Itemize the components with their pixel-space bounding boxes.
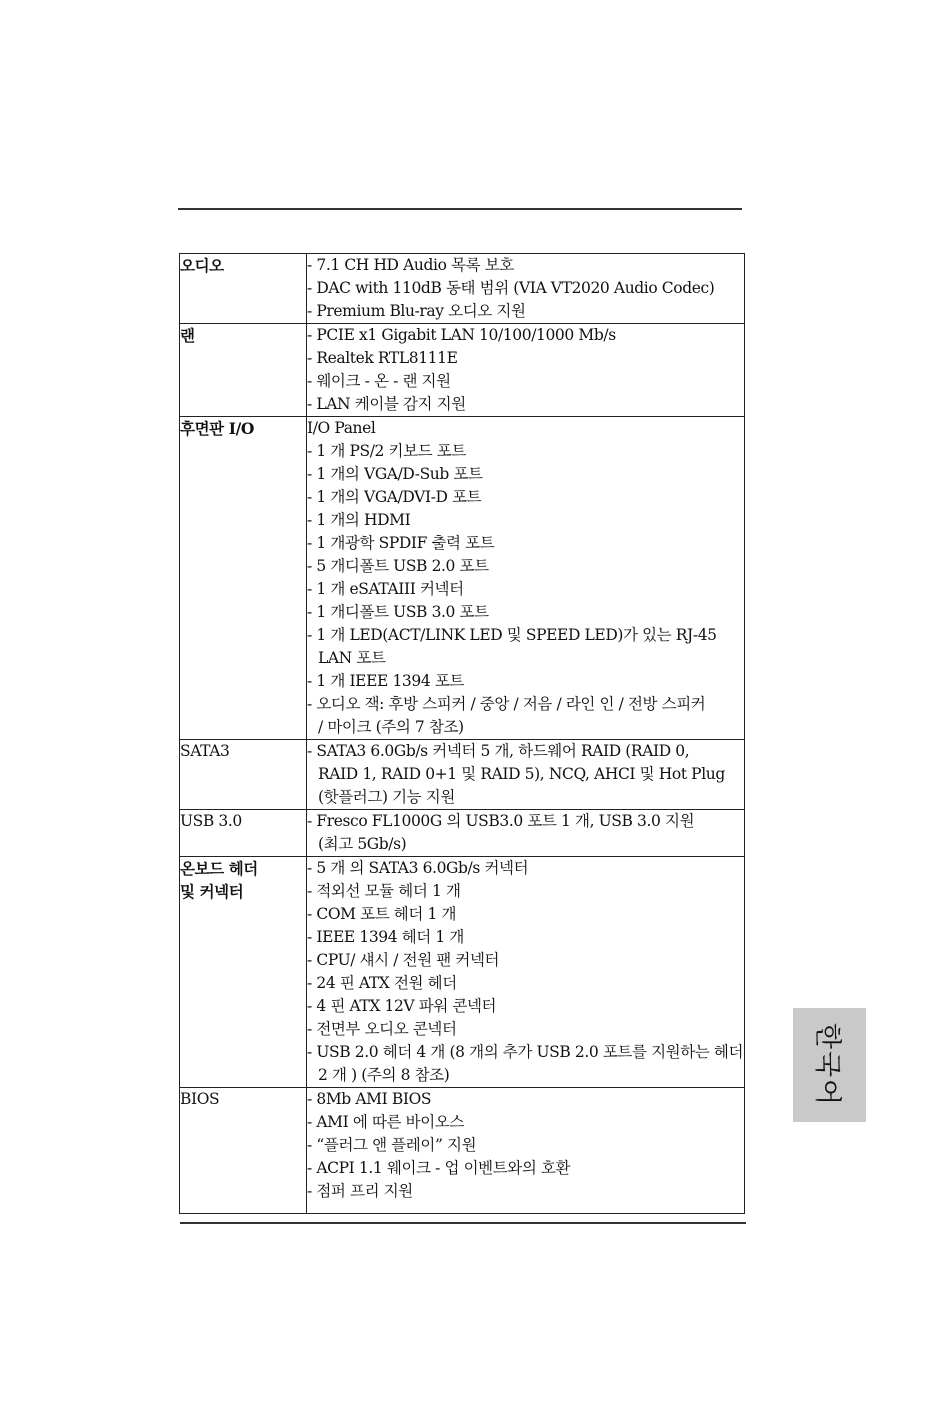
spec-value-cell [307, 1088, 745, 1214]
spec-label: SATA3 [180, 742, 230, 760]
spec-value-cell [307, 417, 745, 740]
spec-value-line: - USB 2.0 헤더 4 개 (8 개의 추가 USB 2.0 포트를 지원하는 헤더 [307, 1043, 744, 1061]
spec-label-cell [180, 810, 307, 857]
spec-value-line: - 1 개의 VGA/D-Sub 포트 [307, 465, 483, 483]
spec-label: 후면판 I/O [180, 419, 254, 438]
spec-value-line: - CPU/ 섀시 / 전원 팬 커넥터 [307, 951, 500, 969]
spec-value-line: - Fresco FL1000G 의 USB3.0 포트 1 개, USB 3.0 지원 [307, 812, 695, 830]
spec-value-line: - “플러그 앤 플레이” 지원 [307, 1136, 477, 1154]
spec-label: USB 3.0 [180, 812, 242, 830]
spec-table [179, 253, 745, 1214]
spec-value-line: - SATA3 6.0Gb/s 커넥터 5 개, 하드웨어 RAID (RAID 0, [307, 742, 690, 760]
spec-label: 온보드 헤더 [180, 859, 258, 878]
language-side-tab [793, 1008, 866, 1122]
spec-value-cell [307, 740, 745, 810]
spec-label-cell [180, 740, 307, 810]
spec-row [180, 740, 745, 810]
spec-value-line: - 8Mb AMI BIOS [307, 1090, 432, 1108]
spec-value-line: (핫플러그) 기능 지원 [318, 788, 455, 806]
spec-label-cell [180, 254, 307, 324]
spec-value-line: - 1 개 IEEE 1394 포트 [307, 672, 464, 690]
spec-value-line: - PCIE x1 Gigabit LAN 10/100/1000 Mb/s [307, 326, 616, 344]
spec-value-line: - 1 개디폴트 USB 3.0 포트 [307, 603, 489, 621]
footer-rule [180, 1222, 746, 1224]
spec-value-line: - ACPI 1.1 웨이크 - 업 이벤트와의 호환 [307, 1159, 571, 1177]
spec-value-line: - Realtek RTL8111E [307, 349, 458, 367]
spec-table-body [180, 254, 745, 1214]
spec-value-line: - 웨이크 - 온 - 랜 지원 [307, 372, 451, 390]
spec-value-line: - 1 개의 VGA/DVI-D 포트 [307, 488, 482, 506]
spec-value-line: - COM 포트 헤더 1 개 [307, 905, 457, 923]
spec-row [180, 1088, 745, 1214]
spec-value-line: - 1 개 PS/2 키보드 포트 [307, 442, 466, 460]
spec-value-line: - 적외선 모듈 헤더 1 개 [307, 882, 461, 900]
spec-value-line: - 점퍼 프리 지원 [307, 1182, 413, 1200]
spec-value-line: - 5 개 의 SATA3 6.0Gb/s 커넥터 [307, 859, 529, 877]
header-rule [178, 208, 742, 210]
spec-value-cell [307, 857, 745, 1088]
spec-row [180, 857, 745, 1088]
spec-value-line: - 7.1 CH HD Audio 목록 보호 [307, 256, 514, 274]
spec-label-cell [180, 857, 307, 1088]
spec-value-line: 2 개 ) (주의 8 참조) [318, 1066, 450, 1084]
spec-value-line: LAN 포트 [318, 649, 386, 667]
spec-value-cell [307, 324, 745, 417]
spec-value-line: I/O Panel [307, 419, 376, 437]
spec-value-line: - IEEE 1394 헤더 1 개 [307, 928, 464, 946]
spec-row [180, 324, 745, 417]
spec-row [180, 254, 745, 324]
spec-row [180, 810, 745, 857]
spec-value-line: RAID 1, RAID 0+1 및 RAID 5), NCQ, AHCI 및 Hot Plug [318, 765, 725, 783]
spec-value-line: - 오디오 잭: 후방 스피커 / 중앙 / 저음 / 라인 인 / 전방 스피커 [307, 695, 706, 713]
spec-value-line: - 1 개광학 SPDIF 출력 포트 [307, 534, 495, 552]
spec-value-line: / 마이크 (주의 7 참조) [318, 718, 464, 736]
spec-label: 오디오 [180, 256, 224, 275]
spec-label: BIOS [180, 1090, 220, 1108]
spec-value-line: - DAC with 110dB 동태 범위 (VIA VT2020 Audio Codec) [307, 279, 715, 297]
spec-value-line: - AMI 에 따른 바이오스 [307, 1113, 464, 1131]
spec-value-line: - Premium Blu-ray 오디오 지원 [307, 302, 526, 320]
spec-value-line: - 24 핀 ATX 전원 헤더 [307, 974, 457, 992]
spec-label-cell [180, 1088, 307, 1214]
spec-value-line: - LAN 케이블 감지 지원 [307, 395, 466, 413]
spec-value-line: - 1 개의 HDMI [307, 511, 411, 529]
spec-label-cell [180, 417, 307, 740]
spec-row [180, 417, 745, 740]
spec-value-line: - 1 개 LED(ACT/LINK LED 및 SPEED LED)가 있는 RJ-45 [307, 626, 717, 644]
spec-value-cell [307, 810, 745, 857]
spec-value-line: (최고 5Gb/s) [318, 835, 407, 853]
spec-value-line: - 4 핀 ATX 12V 파워 콘넥터 [307, 997, 497, 1015]
spec-label-cell [180, 324, 307, 417]
spec-value-line: - 전면부 오디오 콘넥터 [307, 1020, 457, 1038]
spec-value-line: - 5 개디폴트 USB 2.0 포트 [307, 557, 489, 575]
language-tab-label: 한국어 [811, 1022, 842, 1108]
spec-value-line: - 1 개 eSATAIII 커넥터 [307, 580, 464, 598]
spec-value-cell [307, 254, 745, 324]
spec-label: 및 커넥터 [180, 882, 244, 901]
spec-label: 랜 [180, 326, 195, 345]
